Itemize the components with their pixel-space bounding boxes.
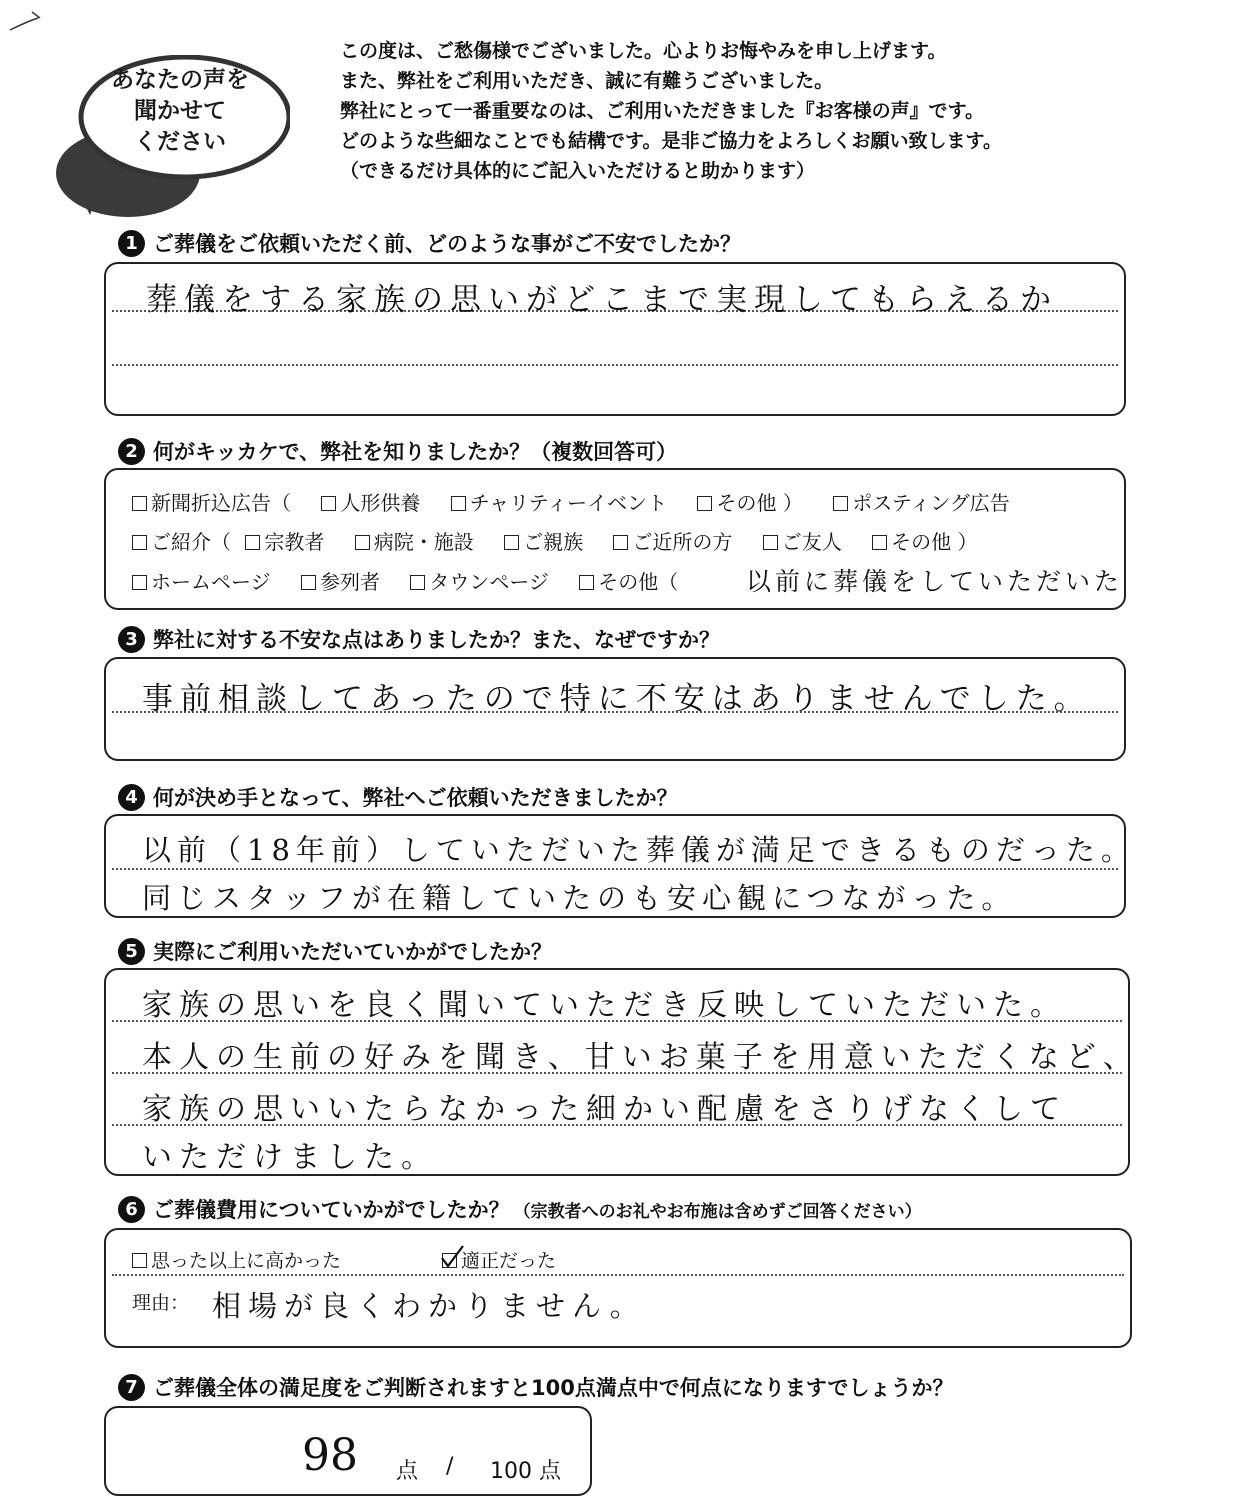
checkbox-option[interactable]: タウンページ	[410, 570, 549, 594]
checkbox[interactable]	[763, 535, 778, 550]
checkbox-option[interactable]: ご紹介（	[132, 530, 231, 554]
intro-line: （できるだけ具体的にご記入いただけると助かります）	[340, 160, 816, 182]
checkbox[interactable]	[132, 535, 147, 550]
checkbox-option[interactable]: 人形供養	[321, 491, 420, 515]
question-number-badge: 5	[118, 938, 145, 965]
handwritten-answer-line: 本人の生前の好みを聞き、甘いお菓子を用意いただくなど、	[142, 1040, 1140, 1075]
handwritten-other-answer: 以前に葬儀をしていただいた	[746, 567, 1124, 596]
checkbox-option[interactable]: 参列者	[301, 570, 380, 594]
checkbox[interactable]	[132, 496, 147, 511]
options-row-1	[132, 487, 1034, 516]
question-5-title	[118, 936, 552, 966]
answer-box-4[interactable]	[104, 814, 1136, 918]
question-text: 何がキッカケで、弊社を知りましたか？（複数回答可）	[153, 440, 678, 464]
handwritten-answer-line: 同じスタッフが在籍していたのも安心観につながった。	[142, 881, 1017, 915]
question-6-title	[118, 1194, 922, 1224]
reason-label: 理由：	[132, 1292, 190, 1314]
checkbox-checked[interactable]	[442, 1253, 457, 1268]
question-text: ご葬儀全体の満足度をご判断されますと100点満点中で何点になりますでしょうか？	[153, 1376, 954, 1400]
score-unit: 点	[396, 1459, 419, 1484]
checkbox[interactable]	[132, 1253, 147, 1268]
checkbox[interactable]	[872, 535, 887, 550]
checkbox[interactable]	[132, 575, 147, 590]
question-number-badge: 2	[118, 438, 145, 465]
question-text: ご葬儀をご依頼いただく前、どのような事がご不安でしたか？	[153, 232, 741, 256]
question-note: （宗教者へのお礼やお布施は含めずご回答ください）	[513, 1201, 922, 1222]
question-text: ご葬儀費用についていかがでしたか？	[153, 1198, 510, 1222]
answer-box-3[interactable]	[104, 657, 1126, 761]
question-number-badge: 7	[118, 1374, 145, 1401]
answer-box-2	[104, 468, 1126, 610]
bubble-line: 聞かせて	[134, 98, 226, 124]
checkbox-option[interactable]: その他（	[579, 570, 678, 594]
checkbox[interactable]	[321, 496, 336, 511]
check-mark-icon	[439, 1244, 465, 1270]
question-number-badge: 4	[118, 784, 145, 811]
handwritten-answer: 葬儀をする家族の思いがどこまで実現してもらえるか	[146, 282, 1058, 318]
handwritten-answer-line: 以前（18年前）していただいた葬儀が満足できるものだった。	[142, 833, 1136, 867]
checkbox[interactable]	[697, 496, 712, 511]
question-4-title	[118, 782, 678, 812]
checkbox-option[interactable]: ご近所の方	[613, 530, 732, 554]
score-slash: /	[446, 1454, 454, 1479]
checkbox[interactable]	[504, 535, 519, 550]
checkbox-option[interactable]: 病院・施設	[355, 530, 474, 554]
score-max: 100 点	[490, 1459, 561, 1484]
handwritten-score: 98	[302, 1430, 358, 1481]
handwritten-answer: 事前相談してあったので特に不安はありませんでした。	[142, 681, 1092, 717]
options-row-3	[132, 566, 678, 595]
handwritten-answer-line: 家族の思いを良く聞いていただき反映していただいた。	[142, 988, 1067, 1023]
question-text: 弊社に対する不安な点はありましたか？また、なぜですか？	[153, 628, 720, 652]
checkbox[interactable]	[245, 535, 260, 550]
checkbox-option[interactable]: チャリティーイベント	[451, 491, 667, 515]
question-number-badge: 6	[118, 1196, 145, 1223]
checkbox[interactable]	[451, 496, 466, 511]
score-box[interactable]	[104, 1406, 592, 1496]
question-1-title	[118, 228, 741, 258]
pen-mark	[8, 8, 48, 38]
intro-line: どのような些細なことでも結構です。是非ご協力をよろしくお願い致します。	[340, 130, 1002, 152]
handwritten-reason: 相場が良くわかりません。	[212, 1289, 646, 1323]
cost-option-1[interactable]: 思った以上に高かった	[132, 1246, 341, 1273]
answer-box-1[interactable]	[104, 262, 1126, 416]
bubble-line: ください	[134, 129, 226, 155]
question-number-badge: 1	[118, 230, 145, 257]
question-number-badge: 3	[118, 626, 145, 653]
checkbox[interactable]	[833, 496, 848, 511]
question-text: 何が決め手となって、弊社へご依頼いただきましたか？	[153, 786, 678, 810]
handwritten-answer-line: いただけました。	[142, 1140, 438, 1175]
question-3-title	[118, 624, 720, 654]
checkbox-option[interactable]: ポスティング広告	[833, 491, 1010, 515]
checkbox[interactable]	[355, 535, 370, 550]
checkbox[interactable]	[410, 575, 425, 590]
bubble-line: あなたの声を	[111, 67, 249, 93]
checkbox[interactable]	[301, 575, 316, 590]
checkbox[interactable]	[613, 535, 628, 550]
checkbox-option[interactable]: ご友人	[763, 530, 842, 554]
question-text: 実際にご利用いただいていかがでしたか？	[153, 940, 552, 964]
answer-box-6	[104, 1228, 1132, 1348]
handwritten-answer-line: 家族の思いいたらなかった細かい配慮をさりげなくして	[142, 1092, 1067, 1127]
checkbox-option[interactable]: その他 ）	[872, 530, 977, 554]
intro-line: この度は、ご愁傷様でございました。心よりお悔やみを申し上げます。	[340, 40, 947, 62]
checkbox-option[interactable]: その他 ）	[697, 491, 802, 515]
answer-box-5[interactable]	[104, 968, 1140, 1176]
question-2-title	[118, 436, 677, 466]
intro-line: 弊社にとって一番重要なのは、ご利用いただきました『お客様の声』です。	[340, 100, 985, 122]
checkbox-option[interactable]: 宗教者	[245, 530, 324, 554]
checkbox-option[interactable]: 新聞折込広告（	[132, 491, 291, 515]
intro-line: また、弊社をご利用いただき、誠に有難うございました。	[340, 70, 834, 92]
options-row-2	[132, 526, 1002, 555]
checkbox[interactable]	[579, 575, 594, 590]
cost-option-2[interactable]: 適正だった	[442, 1246, 556, 1273]
speech-bubble	[50, 55, 290, 220]
checkbox-option[interactable]: ホームページ	[132, 570, 271, 594]
intro-text	[340, 36, 1220, 186]
checkbox-option[interactable]: ご親族	[504, 530, 583, 554]
question-7-title	[118, 1372, 953, 1402]
